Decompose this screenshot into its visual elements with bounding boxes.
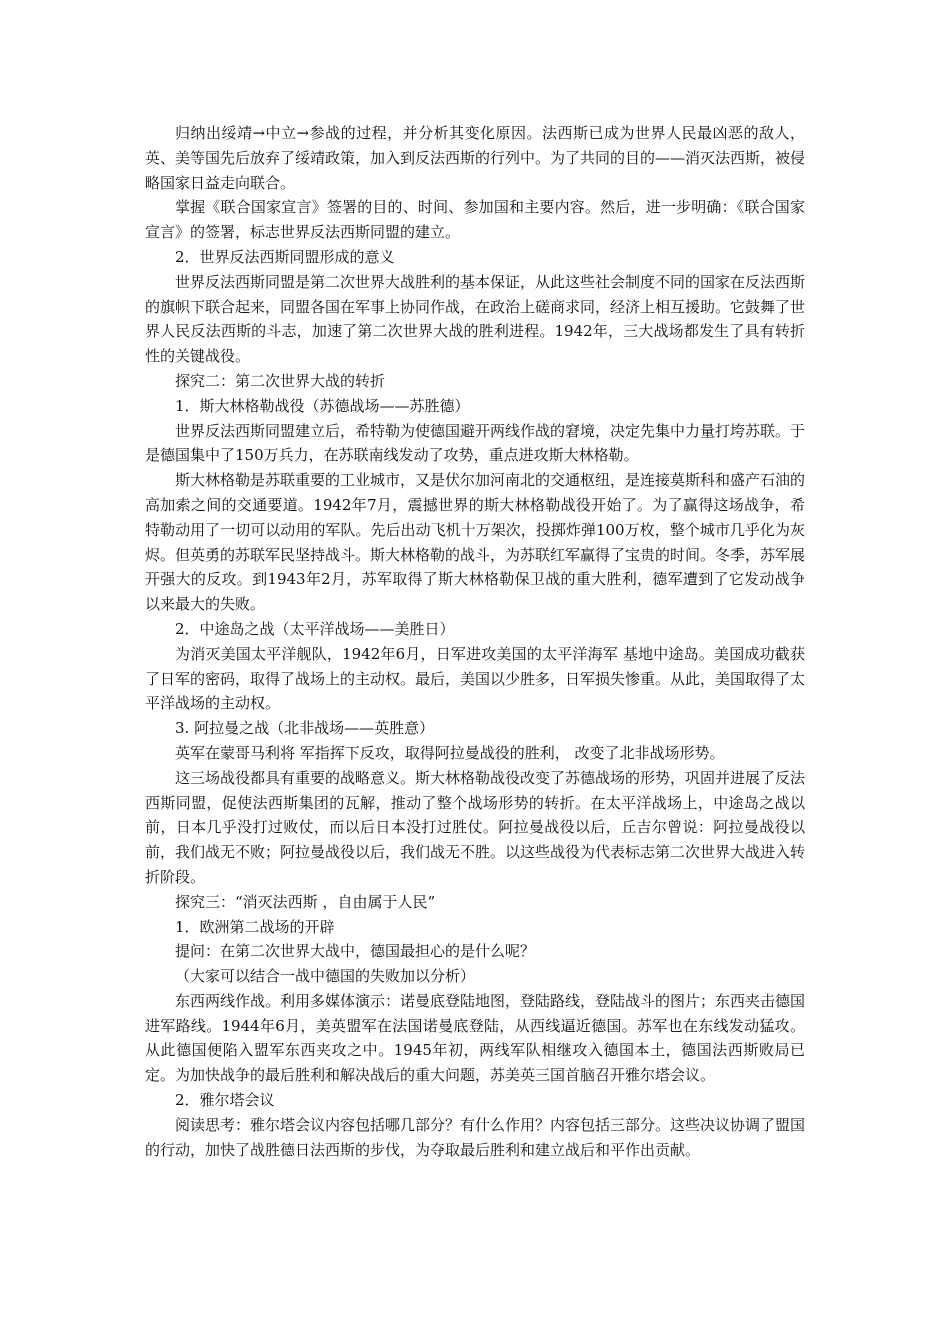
heading-el-alamein: 3. 阿拉曼之战（北非战场——英胜意） — [175, 719, 435, 738]
paragraph-question: 提问：在第二次世界大战中，德国最担心的是什么呢？ — [175, 942, 536, 961]
paragraph-yalta: 阅读思考：雅尔塔会议内容包括哪几部分？有什么作用？内容包括三部分。这些决议协调了盟国的行动，加快了战胜德日法西斯的步伐，为夺取最后胜利和建立战后和平作出贡献。 — [145, 1115, 806, 1159]
document-page — [145, 121, 805, 1162]
paragraph-turning-point: 这三场战役都具有重要的战略意义。斯大林格勒战役改变了苏德战场的形势，巩固并进展了反法西斯同盟，促使法西斯集团的瓦解，推动了整个战场形势的转折。在太平洋战场上，中途岛之战以前，日本几乎没打过败仗，而以后日本没打过胜仗。阿拉曼战役以后，丘吉尔曾说：阿拉曼战役以前，我们战无不败；阿拉曼战役以后，我们战无不胜。以这些战役为代表标志第二次世界大战进入转折阶段。 — [145, 768, 806, 886]
heading-inquiry-three: 探究三：“消灭法西斯 ，自由属于人民” — [175, 892, 436, 911]
heading-second-front: 1．欧洲第二战场的开辟 — [175, 917, 335, 936]
paragraph-stalingrad-battle: 斯大林格勒是苏联重要的工业城市，又是伏尔加河南北的交通枢纽，是连接莫斯科和盛产石油的高加索之间的交通要道。1942年7月，震撼世界的斯大林格勒战役开始了。为了赢得这场战争，希特勒动用了一切可以动用的军队。先后出动飞机十万架次，投掷炸弹100万枚，整个城市几乎化为灰烬。但英勇的苏联军民坚持战斗。斯大林格勒的战斗，为苏联红军赢得了宝贵的时间。冬季，苏军展开强大的反攻。到1943年2月，苏军取得了斯大林格勒保卫战的重大胜利，德军遭到了它发动战争以来最大的失败。 — [145, 471, 806, 614]
heading-yalta: 2．雅尔塔会议 — [175, 1091, 275, 1110]
paragraph-stalingrad-background: 世界反法西斯同盟建立后，希特勒为使德国避开两线作战的窘境，决定先集中力量打垮苏联。于是德国集中了150万兵力，在苏联南线发动了攻势，重点进攻斯大林格勒。 — [145, 421, 806, 465]
heading-stalingrad: 1．斯大林格勒战役（苏德战场——苏胜德） — [175, 396, 470, 415]
heading-midway: 2．中途岛之战（太平洋战场——美胜日） — [175, 619, 455, 638]
paragraph-appeasement-summary: 归纳出绥靖→中立→参战的过程，并分析其变化原因。法西斯已成为世界人民最凶恶的敌人，英、美等国先后放弃了绥靖政策，加入到反法西斯的行列中。为了共同的目的——消灭法西斯，被侵略国家日益走向联合。 — [145, 124, 806, 192]
heading-alliance-significance: 2．世界反法西斯同盟形成的意义 — [175, 247, 395, 266]
paragraph-alliance-significance: 世界反法西斯同盟是第二次世界大战胜利的基本保证，从此这些社会制度不同的国家在反法西斯的旗帜下联合起来，同盟各国在军事上协同作战，在政治上磋商求同，经济上相互援助。它鼓舞了世界人民反法西斯的斗志，加速了第二次世界大战的胜利进程。1942年，三大战场都发生了具有转折性的关键战役。 — [145, 272, 806, 366]
heading-inquiry-two: 探究二：第二次世界大战的转折 — [175, 371, 386, 390]
paragraph-hint: （大家可以结合一战中德国的失败加以分析） — [175, 967, 476, 986]
paragraph-el-alamein: 英军在蒙哥马利将 军指挥下反攻，取得阿拉曼战役的胜利， 改变了北非战场形势。 — [175, 743, 725, 762]
paragraph-midway: 为消灭美国太平洋舰队，1942年6月，日军进攻美国的太平洋海军 基地中途岛。美国成功截获了日军的密码，取得了战场上的主动权。最后，美国以少胜多，日军损失惨重。从此，美国取得了太平洋战场的主动权。 — [145, 644, 806, 713]
paragraph-un-declaration: 掌握《联合国家宣言》签署的目的、时间、参加国和主要内容。然后，进一步明确：《联合国家宣言》的签署，标志世界反法西斯同盟的建立。 — [145, 198, 805, 242]
paragraph-two-front-war: 东西两线作战。利用多媒体演示：诺曼底登陆地图，登陆路线，登陆战斗的图片；东西夹击德国进军路线。1944年6月，美英盟军在法国诺曼底登陆，从西线逼近德国。苏军也在东线发动猛攻。从此德国便陷入盟军东西夹攻之中。1945年初，两线军队相继攻入德国本土，德国法西斯败局已定。为加快战争的最后胜利和解决战后的重大问题，苏美英三国首脑召开雅尔塔会议。 — [145, 991, 806, 1085]
